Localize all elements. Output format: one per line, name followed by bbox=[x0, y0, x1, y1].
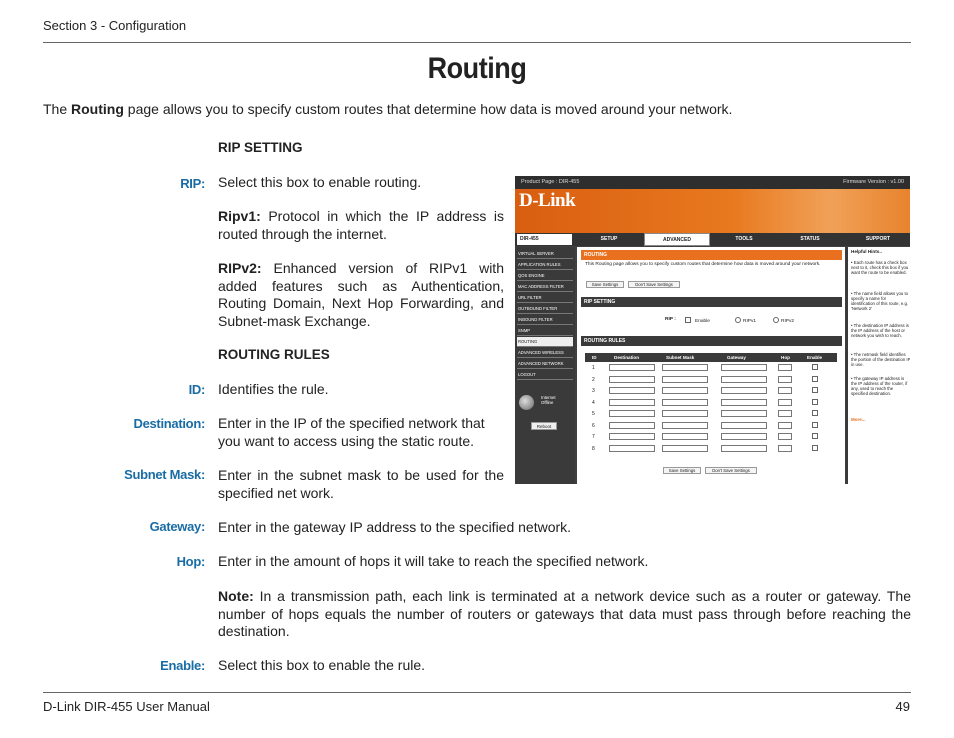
hint-2: • The name field allows you to specify a name for identification of this route, e.g. 'Network 2' bbox=[851, 291, 909, 311]
term-enable: Enable: bbox=[160, 658, 205, 673]
gateway-input[interactable] bbox=[721, 433, 767, 440]
desc-id: Identifies the rule. bbox=[218, 381, 329, 397]
product-bar bbox=[515, 176, 910, 189]
menu-routing[interactable]: ROUTING bbox=[517, 337, 573, 347]
page-title: Routing bbox=[427, 52, 527, 85]
ripv1-radio[interactable] bbox=[735, 317, 741, 323]
tab-support[interactable]: SUPPORT bbox=[865, 236, 891, 242]
row-id: 7 bbox=[592, 434, 595, 440]
subnet-mask-input[interactable] bbox=[662, 399, 708, 406]
enable-checkbox[interactable] bbox=[812, 376, 818, 382]
destination-input[interactable] bbox=[609, 376, 655, 383]
row-id: 5 bbox=[592, 411, 595, 417]
hop-input[interactable] bbox=[778, 387, 792, 394]
term-gateway: Gateway: bbox=[149, 519, 205, 534]
gateway-input[interactable] bbox=[721, 410, 767, 417]
menu-virtual-server[interactable]: VIRTUAL SERVER bbox=[517, 249, 573, 259]
desc-hop: Enter in the amount of hops it will take to reach the specified network. bbox=[218, 553, 649, 569]
gateway-input[interactable] bbox=[721, 376, 767, 383]
main-panel bbox=[577, 247, 845, 484]
enable-checkbox[interactable] bbox=[812, 422, 818, 428]
helpful-hints-title: Helpful Hints.. bbox=[851, 249, 882, 254]
enable-checkbox[interactable] bbox=[812, 364, 818, 370]
table-row bbox=[585, 374, 837, 386]
subnet-mask-input[interactable] bbox=[662, 364, 708, 371]
subnet-mask-input[interactable] bbox=[662, 387, 708, 394]
table-row bbox=[585, 420, 837, 432]
ripv1-text: Protocol in which the IP address is routed through the internet. bbox=[218, 208, 504, 242]
desc-destination: Enter in the IP of the specified network that you want to access using the static route. bbox=[218, 415, 485, 449]
tab-setup[interactable]: SETUP bbox=[600, 236, 618, 242]
destination-input[interactable] bbox=[609, 422, 655, 429]
routing-description: This Routing page allows you to specify custom routes that determine how data is moved around your network. bbox=[585, 262, 821, 267]
term-destination: Destination: bbox=[133, 416, 205, 431]
desc-gateway: Enter in the gateway IP address to the specified network. bbox=[218, 519, 572, 535]
save-settings-button[interactable]: Save Settings bbox=[586, 281, 624, 288]
gateway-input[interactable] bbox=[721, 445, 767, 452]
intro-paragraph bbox=[43, 101, 732, 117]
enable-checkbox[interactable] bbox=[812, 387, 818, 393]
ripv1-label: Ripv1: bbox=[218, 208, 261, 224]
hop-input[interactable] bbox=[778, 410, 792, 417]
dont-save-button[interactable]: Don't Save Settings bbox=[628, 281, 680, 288]
save-settings-button-bottom[interactable]: Save Settings bbox=[663, 467, 701, 474]
row-id: 8 bbox=[592, 445, 595, 452]
rip-setting-header: RIP SETTING bbox=[581, 297, 842, 307]
col-subnet-mask: Subnet Mask bbox=[666, 355, 695, 360]
ripv2-radio[interactable] bbox=[773, 317, 779, 323]
ripv2-label: RIPv2: bbox=[218, 260, 262, 276]
col-enable: Enable bbox=[807, 355, 823, 360]
row-id: 1 bbox=[592, 365, 595, 371]
table-row bbox=[585, 385, 837, 397]
subnet-mask-input[interactable] bbox=[662, 433, 708, 440]
row-id: 4 bbox=[592, 399, 595, 406]
menu-qos-engine[interactable]: QOS ENGINE bbox=[517, 271, 573, 281]
menu-application-rules[interactable]: APPLICATION RULES bbox=[517, 260, 573, 270]
gateway-input[interactable] bbox=[721, 364, 767, 371]
col-gateway: Gateway bbox=[727, 355, 746, 360]
desc-rip: Select this box to enable routing. bbox=[218, 174, 422, 190]
model-label: DIR-455 bbox=[517, 234, 572, 245]
row-id: 3 bbox=[592, 388, 595, 394]
col-hop: Hop bbox=[781, 355, 790, 360]
hop-input[interactable] bbox=[778, 445, 792, 452]
desc-ripv2 bbox=[218, 260, 504, 330]
intro-post: page allows you to specify custom routes that determine how data is moved around your network. bbox=[123, 101, 733, 117]
menu-advanced-network[interactable]: ADVANCED NETWORK bbox=[517, 359, 573, 369]
enable-checkbox[interactable] bbox=[812, 399, 818, 405]
globe-icon bbox=[519, 395, 534, 410]
hint-1: • Each route has a check box next to it, check this box if you want the route to be enabled. bbox=[851, 260, 909, 275]
ripv1-label: RIPv1 bbox=[743, 319, 757, 324]
subnet-mask-input[interactable] bbox=[662, 410, 708, 417]
note-label: Note: bbox=[218, 588, 254, 604]
rip-label: RIP : bbox=[665, 317, 676, 322]
page-number: 49 bbox=[895, 699, 910, 714]
product-page-label: Product Page : DIR-455 bbox=[521, 179, 580, 185]
table-row bbox=[585, 431, 837, 443]
menu-inbound-filter[interactable]: INBOUND FILTER bbox=[517, 315, 573, 325]
row-id: 2 bbox=[592, 376, 595, 383]
hop-input[interactable] bbox=[778, 433, 792, 440]
section-label: Section 3 - Configuration bbox=[43, 18, 187, 33]
destination-input[interactable] bbox=[609, 445, 655, 452]
menu-snmp[interactable]: SNMP bbox=[517, 326, 573, 336]
rip-enable-checkbox[interactable] bbox=[685, 317, 691, 323]
menu-mac-address-filter[interactable]: MAC ADDRESS FILTER bbox=[517, 282, 573, 292]
tab-advanced[interactable]: ADVANCED bbox=[644, 233, 710, 246]
internet-status bbox=[541, 395, 556, 405]
subnet-mask-input[interactable] bbox=[662, 445, 708, 452]
intro-pre: The bbox=[43, 101, 72, 117]
table-row bbox=[585, 443, 837, 455]
destination-input[interactable] bbox=[609, 410, 655, 417]
col-destination: Destination bbox=[614, 355, 640, 360]
reboot-button[interactable]: Reboot bbox=[531, 422, 557, 430]
rules-table-header bbox=[585, 353, 837, 362]
intro-bold: Routing bbox=[71, 101, 124, 117]
footer-manual: D-Link DIR-455 User Manual bbox=[43, 699, 210, 714]
term-rip: RIP: bbox=[180, 176, 205, 191]
hop-input[interactable] bbox=[778, 399, 792, 406]
tab-status[interactable]: STATUS bbox=[800, 236, 820, 242]
menu-outbound-filter[interactable]: OUTBOUND FILTER bbox=[517, 304, 573, 314]
row-id: 6 bbox=[592, 422, 595, 429]
destination-input[interactable] bbox=[609, 433, 655, 440]
table-row bbox=[585, 397, 837, 409]
enable-checkbox[interactable] bbox=[812, 445, 818, 451]
gateway-input[interactable] bbox=[721, 399, 767, 406]
term-subnet-mask: Subnet Mask: bbox=[124, 467, 205, 482]
hint-3: • The destination IP address is the IP address of the host or network you wish to reach. bbox=[851, 323, 909, 338]
helpful-hints-panel bbox=[846, 247, 910, 484]
subnet-mask-input[interactable] bbox=[662, 422, 708, 429]
ripv2-text: Enhanced version of RIPv1 with added features such as Authentication, Routing Domain, Next Hop Forwarding, and Subnet-mask Exchange. bbox=[218, 260, 504, 329]
note-paragraph bbox=[218, 588, 911, 641]
hop-input[interactable] bbox=[778, 422, 792, 429]
rip-setting-heading: RIP SETTING bbox=[218, 140, 303, 155]
term-hop: Hop: bbox=[176, 554, 205, 569]
gateway-input[interactable] bbox=[721, 387, 767, 394]
desc-ripv1 bbox=[218, 208, 504, 243]
footer-divider bbox=[43, 692, 911, 693]
hop-input[interactable] bbox=[778, 364, 792, 371]
hop-input[interactable] bbox=[778, 376, 792, 383]
header-divider bbox=[43, 42, 911, 43]
desc-subnet-mask: Enter in the subnet mask to be used for the specified net work. bbox=[218, 467, 504, 501]
menu-advanced-wireless[interactable]: ADVANCED WIRELESS bbox=[517, 348, 573, 358]
table-row bbox=[585, 408, 837, 420]
side-menu bbox=[515, 247, 575, 484]
more-link[interactable]: More... bbox=[851, 417, 866, 422]
enable-checkbox[interactable] bbox=[812, 433, 818, 439]
term-id: ID: bbox=[188, 382, 205, 397]
routing-header: ROUTING bbox=[581, 250, 842, 260]
status-offline: Offline bbox=[541, 400, 554, 405]
dont-save-button-bottom[interactable]: Don't Save Settings bbox=[705, 467, 757, 474]
nav-tabs bbox=[515, 233, 910, 246]
tab-tools[interactable]: TOOLS bbox=[735, 236, 753, 242]
enable-checkbox[interactable] bbox=[812, 410, 818, 416]
col-id: ID bbox=[592, 355, 597, 360]
hint-5: • The gateway IP address is the IP address of the router, if any, used to reach the specified destination. bbox=[851, 376, 908, 396]
gateway-input[interactable] bbox=[721, 422, 767, 429]
dlink-logo: D-Link bbox=[519, 190, 576, 211]
destination-input[interactable] bbox=[609, 387, 655, 394]
destination-input[interactable] bbox=[609, 364, 655, 371]
ripv2-label: RIPv2 bbox=[781, 319, 795, 324]
firmware-label: Firmware Version : v1.00 bbox=[843, 179, 904, 185]
routing-rules-heading: ROUTING RULES bbox=[218, 347, 330, 362]
table-row bbox=[585, 362, 837, 374]
hint-4: • The netmask field identifies the portion of the destination IP in use. bbox=[851, 352, 910, 367]
menu-url-filter[interactable]: URL FILTER bbox=[517, 293, 573, 303]
subnet-mask-input[interactable] bbox=[662, 376, 708, 383]
desc-enable: Select this box to enable the rule. bbox=[218, 657, 426, 673]
routing-rules-header: ROUTING RULES bbox=[581, 336, 842, 346]
rip-enable-label: Enable bbox=[695, 319, 710, 324]
router-ui-screenshot bbox=[515, 176, 910, 484]
note-text: In a transmission path, each link is terminated at a network device such as a router or gateway. The number of hops equals the number of routers or gateways that data must pass through before reaching the destination. bbox=[218, 588, 911, 639]
menu-logout[interactable]: LOGOUT bbox=[517, 370, 573, 380]
status-internet: Internet bbox=[541, 395, 556, 400]
destination-input[interactable] bbox=[609, 399, 655, 406]
